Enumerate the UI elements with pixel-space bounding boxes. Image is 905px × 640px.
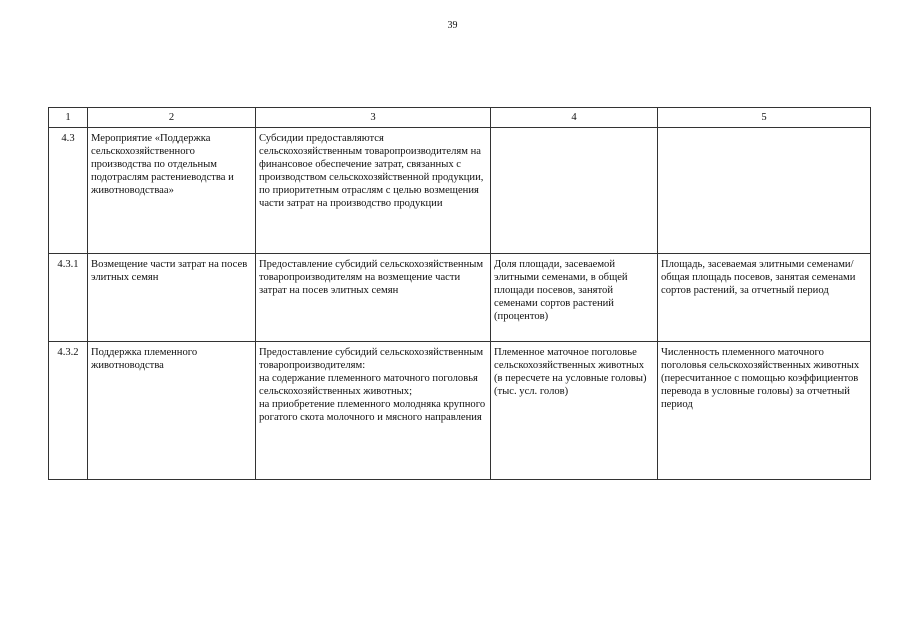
measure-name: Возмещение части затрат на посев элитных семян <box>88 254 256 342</box>
result-cell <box>658 128 871 254</box>
table-header <box>49 108 871 128</box>
table-row <box>49 342 871 480</box>
row-number: 4.3.1 <box>49 254 88 342</box>
result-cell: Численность племенного маточного поголовья сельскохозяйственных животных (пересчитанное с помощью коэффициентов перевода в условные головы) за отчетный период <box>658 342 871 480</box>
table-row <box>49 254 871 342</box>
column-header-4: 4 <box>491 108 658 128</box>
column-header-5: 5 <box>658 108 871 128</box>
result-cell: Площадь, засеваемая элитными семенами/общая площадь посевов, занятая семенами сортов растений, за отчетный период <box>658 254 871 342</box>
indicator-cell: Доля площади, засеваемой элитными семенами, в общей площади посевов, занятой семенами сортов растений (процентов) <box>491 254 658 342</box>
row-number: 4.3.2 <box>49 342 88 480</box>
column-header-2: 2 <box>88 108 256 128</box>
page-number: 39 <box>447 20 458 31</box>
indicator-cell: Племенное маточное поголовье сельскохозяйственных животных (в пересчете на условные головы) (тыс. усл. голов) <box>491 342 658 480</box>
header-row <box>49 108 871 128</box>
measure-name: Поддержка племенного животноводства <box>88 342 256 480</box>
table-body <box>49 128 871 480</box>
indicator-cell <box>491 128 658 254</box>
column-header-3: 3 <box>256 108 491 128</box>
table-row <box>49 128 871 254</box>
measure-description: Субсидии предоставляются сельскохозяйственным товаропроизводителям на финансовое обеспечение затрат, связанных с производством сельскохозяйственной продукции, по приоритетным отраслям с целью возмещения части затрат на производство продукции <box>256 128 491 254</box>
row-number: 4.3 <box>49 128 88 254</box>
measure-name: Мероприятие «Поддержка сельскохозяйственного производства по отдельным подотраслям растениеводства и животноводстваа» <box>88 128 256 254</box>
column-header-1: 1 <box>49 108 88 128</box>
program-measures-table <box>48 107 871 480</box>
measure-description: Предоставление субсидий сельскохозяйственным товаропроизводителям на возмещение части затрат на посев элитных семян <box>256 254 491 342</box>
measure-description: Предоставление субсидий сельскохозяйственным товаропроизводителям: на содержание племенного маточного поголовья сельскохозяйственных животных; на приобретение племенного молодняка крупного рогатого скота молочного и мясного направления <box>256 342 491 480</box>
